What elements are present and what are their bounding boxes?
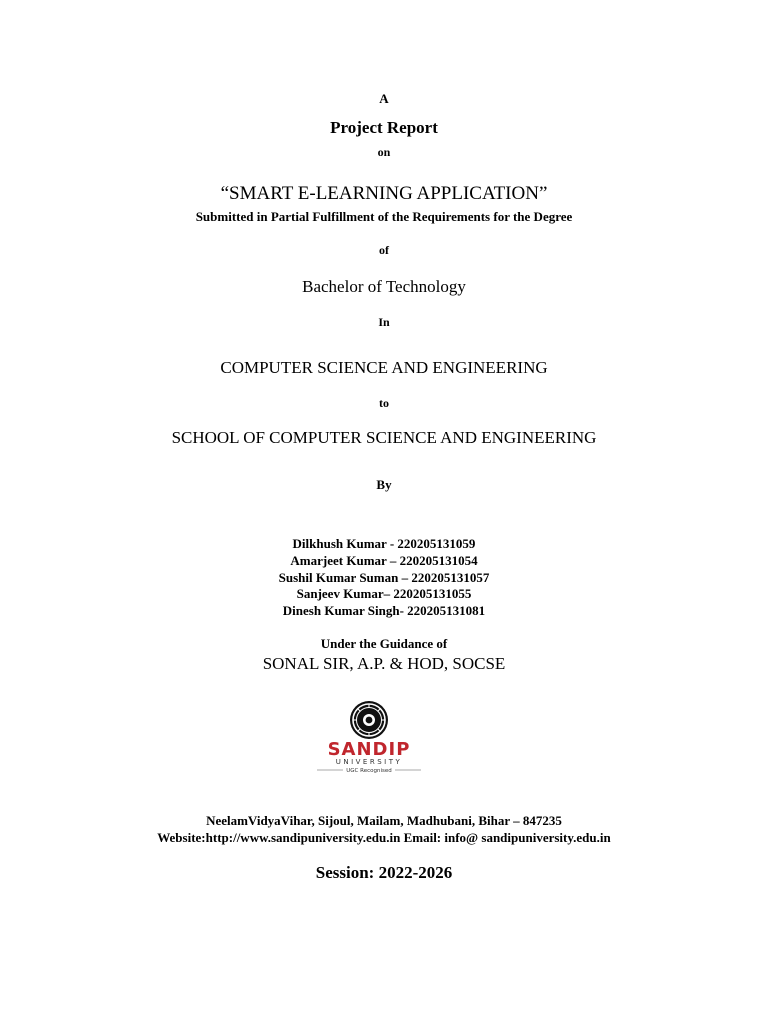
student-item: Sushil Kumar Suman – 220205131057 <box>278 570 490 585</box>
logo-tag: UGC Recognised <box>346 768 392 774</box>
logo-name: SANDIP <box>327 739 411 760</box>
article-a: A <box>379 91 389 106</box>
on-text: on <box>377 145 391 159</box>
student-item: Dinesh Kumar Singh- 220205131081 <box>282 603 486 618</box>
submission-statement: Submitted in Partial Fulfillment of the Requirements for the Degree <box>195 209 573 224</box>
guidance-label: Under the Guidance of <box>320 636 448 651</box>
branch: COMPUTER SCIENCE AND ENGINEERING <box>220 358 548 377</box>
in-text: In <box>378 315 390 329</box>
session: Session: 2022-2026 <box>315 863 453 882</box>
degree: Bachelor of Technology <box>302 277 466 296</box>
logo-sub: UNIVERSITY <box>335 758 403 766</box>
to-text: to <box>379 396 389 410</box>
school: SCHOOL OF COMPUTER SCIENCE AND ENGINEERING <box>171 428 597 447</box>
student-item: Amarjeet Kumar – 220205131054 <box>290 553 478 568</box>
report-type: Project Report <box>330 118 438 137</box>
university-emblem-icon <box>309 700 429 776</box>
university-address: NeelamVidyaVihar, Sijoul, Mailam, Madhubani, Bihar – 847235 <box>206 813 562 828</box>
guide-name: SONAL SIR, A.P. & HOD, SOCSE <box>262 654 506 673</box>
project-title: “SMART E-LEARNING APPLICATION” <box>220 183 548 204</box>
by-text: By <box>376 477 392 492</box>
student-item: Dilkhush Kumar - 220205131059 <box>292 536 476 551</box>
of-text: of <box>379 243 389 257</box>
student-item: Sanjeev Kumar– 220205131055 <box>296 586 472 601</box>
university-logo <box>309 700 429 776</box>
university-contact: Website:http://www.sandipuniversity.edu.in Email: info@ sandipuniversity.edu.in <box>157 830 611 845</box>
